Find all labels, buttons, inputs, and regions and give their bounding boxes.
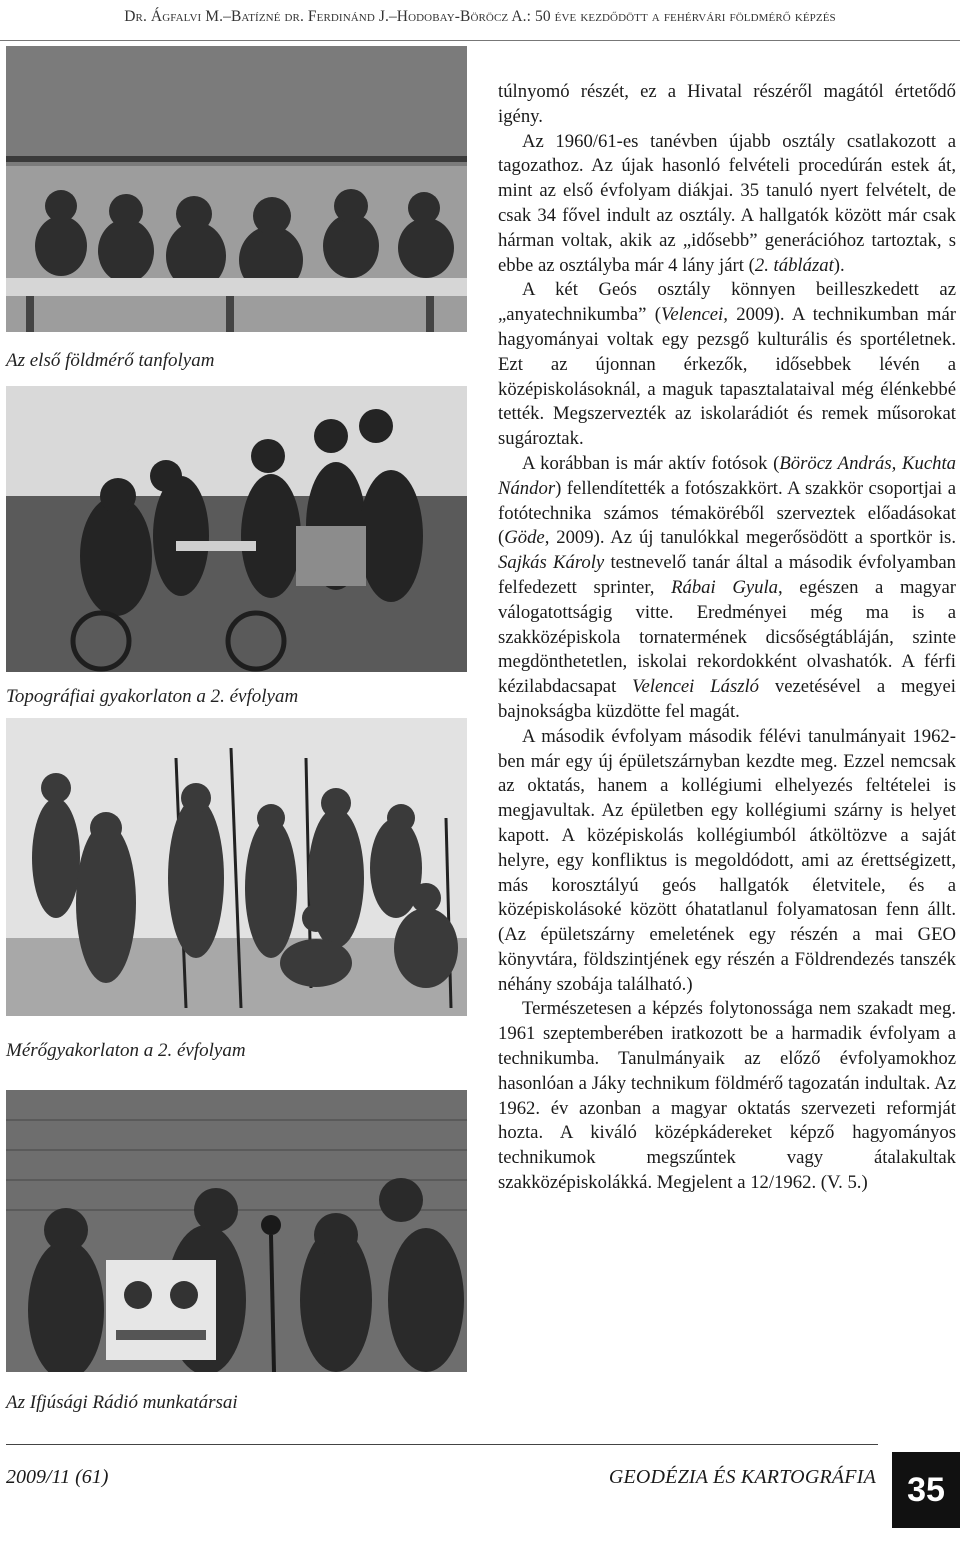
- photo-measurement-image: [6, 718, 467, 1016]
- caption-youth-radio: Az Ifjúsági Rádió munkatársai: [6, 1392, 238, 1413]
- paragraph-3: A két Geós osztály könnyen beilleszkedett az „anyatechnikumba” (Velencei, 2009). A technikumban már hagyományai voltak egy pezsgő kulturális és sportéletnek. Ezt az újonnan érkezők, idősebbek lévén a középiskolásoknál, a maguk tapasztalataival még élénkebbé tették. Megszervezték az iskolarádiót és remek műsorokat sugároztak.: [498, 279, 956, 450]
- sprinter-name: Rábai Gyula: [671, 576, 779, 598]
- footer-divider: [6, 1444, 878, 1445]
- photographer-names: Böröcz András, Kuchta Nándor: [498, 452, 957, 499]
- table-reference: 2. táblázat: [754, 254, 834, 276]
- teacher-name: Sajkás Károly: [498, 552, 605, 574]
- paragraph-1: túlnyomó részét, ez a Hivatal részéről magától értetődő igény.: [498, 81, 956, 127]
- caption-measurement-practice: Mérőgyakorlaton a 2. évfolyam: [6, 1040, 246, 1061]
- journal-title: GEODÉZIA ÉS KARTOGRÁFIA: [608, 1466, 876, 1488]
- citation-gode: Göde: [504, 527, 545, 549]
- paragraph-6: Természetesen a képzés folytonossága nem szakadt meg. 1961 szeptemberében iratkozott be a harmadik évfolyam a technikumba. Tanulmányaik az előző évfolyamokhoz hasonlóan a Jáky technikum földmérő tagozatán indultak. Az 1962. év azonban a magyar oktatás szervezeti reformját hozta. A kiváló középkádereket képző hagyományos technikumok megszűntek vagy átalakultak szakközépiskolákká. Megjelent a 12/1962. (V. 5.): [498, 998, 956, 1194]
- caption-first-course: Az első földmérő tanfolyam: [6, 350, 215, 371]
- photo-classroom-image: [6, 46, 467, 332]
- issue-number: 2009/11 (61): [6, 1466, 109, 1488]
- coach-name: Velencei László: [632, 676, 760, 698]
- page-number: 35: [892, 1452, 960, 1528]
- photo-topography-practice: [6, 386, 467, 672]
- photo-measurement-practice: [6, 718, 467, 1016]
- photo-youth-radio: [6, 1090, 467, 1372]
- photo-radio-image: [6, 1090, 467, 1372]
- citation-velencei: Velencei,: [660, 304, 728, 326]
- header-divider: [0, 40, 960, 41]
- caption-topography-practice: Topográfiai gyakorlaton a 2. évfolyam: [6, 686, 299, 707]
- paragraph-5: A második évfolyam második félévi tanulmányait 1962-ben már egy új épületszárnyban kezdte meg. Ezzel nemcsak az oktatás, hanem a kollégiumi elhelyezés feltételei is megjavultak. Az épületben egy kollégiumi szárny is helyet kapott. A középiskolás kollégiumból átköltözve a saját helyre, egy konfliktus is megoldódott, ami az érettségizett, más korosztályú geós hallgatók életvitele, és a középiskolásoké között óhatatlanul folyamatosan fenn állt. (Az épületszárny emeletének egy részén a mai GEO könyvtára, földszintjének egy részén a Földrendezés tanszék néhány szobája található.): [498, 725, 956, 995]
- paragraph-2: Az 1960/61-es tanévben újabb osztály csatlakozott a tagozathoz. Az újak hasonló felvételi procedúrán estek át, mint az első évfolyam diákjai. 35 tanuló nyert felvételt, de csak 34 fővel indult az osztály. A hallgatók között már csak hárman voltak, akik az „idősebb” generációhoz tartoztak, s ebbe az osztályba már 4 lány járt (2. táblázat).: [498, 130, 956, 276]
- photo-first-course: [6, 46, 467, 332]
- body-text-column: [498, 80, 956, 1196]
- paragraph-4: A korábban is már aktív fotósok (Böröcz András, Kuchta Nándor) fellendítették a fotószakkört. A szakkör csoportjai a fotótechnika számos témaköréből szerveztek előadásokat (Göde, 2009). Az új tanulókkal megerősödött a sportkör is. Sajkás Károly testnevelő tanár által a második évfolyamban felfedezett sprinter, Rábai Gyula, egészen a magyar válogatottságig vitte. Eredményei még ma is a szakközépiskola tornatermének dicsőségtábláján, szinte megdönthetetlen, iskolai rekordokként olvashatók. A férfi kézilabdacsapat Velencei László vezetésével a megyei bajnokságba küzdötte fel magát.: [498, 452, 957, 722]
- photo-topography-image: [6, 386, 467, 672]
- running-head: Dr. Ágfalvi M.–Batízné dr. Ferdinánd J.–Hodobay-Böröcz A.: 50 éve kezdődött a fehérvári földmérő képzés: [124, 8, 836, 25]
